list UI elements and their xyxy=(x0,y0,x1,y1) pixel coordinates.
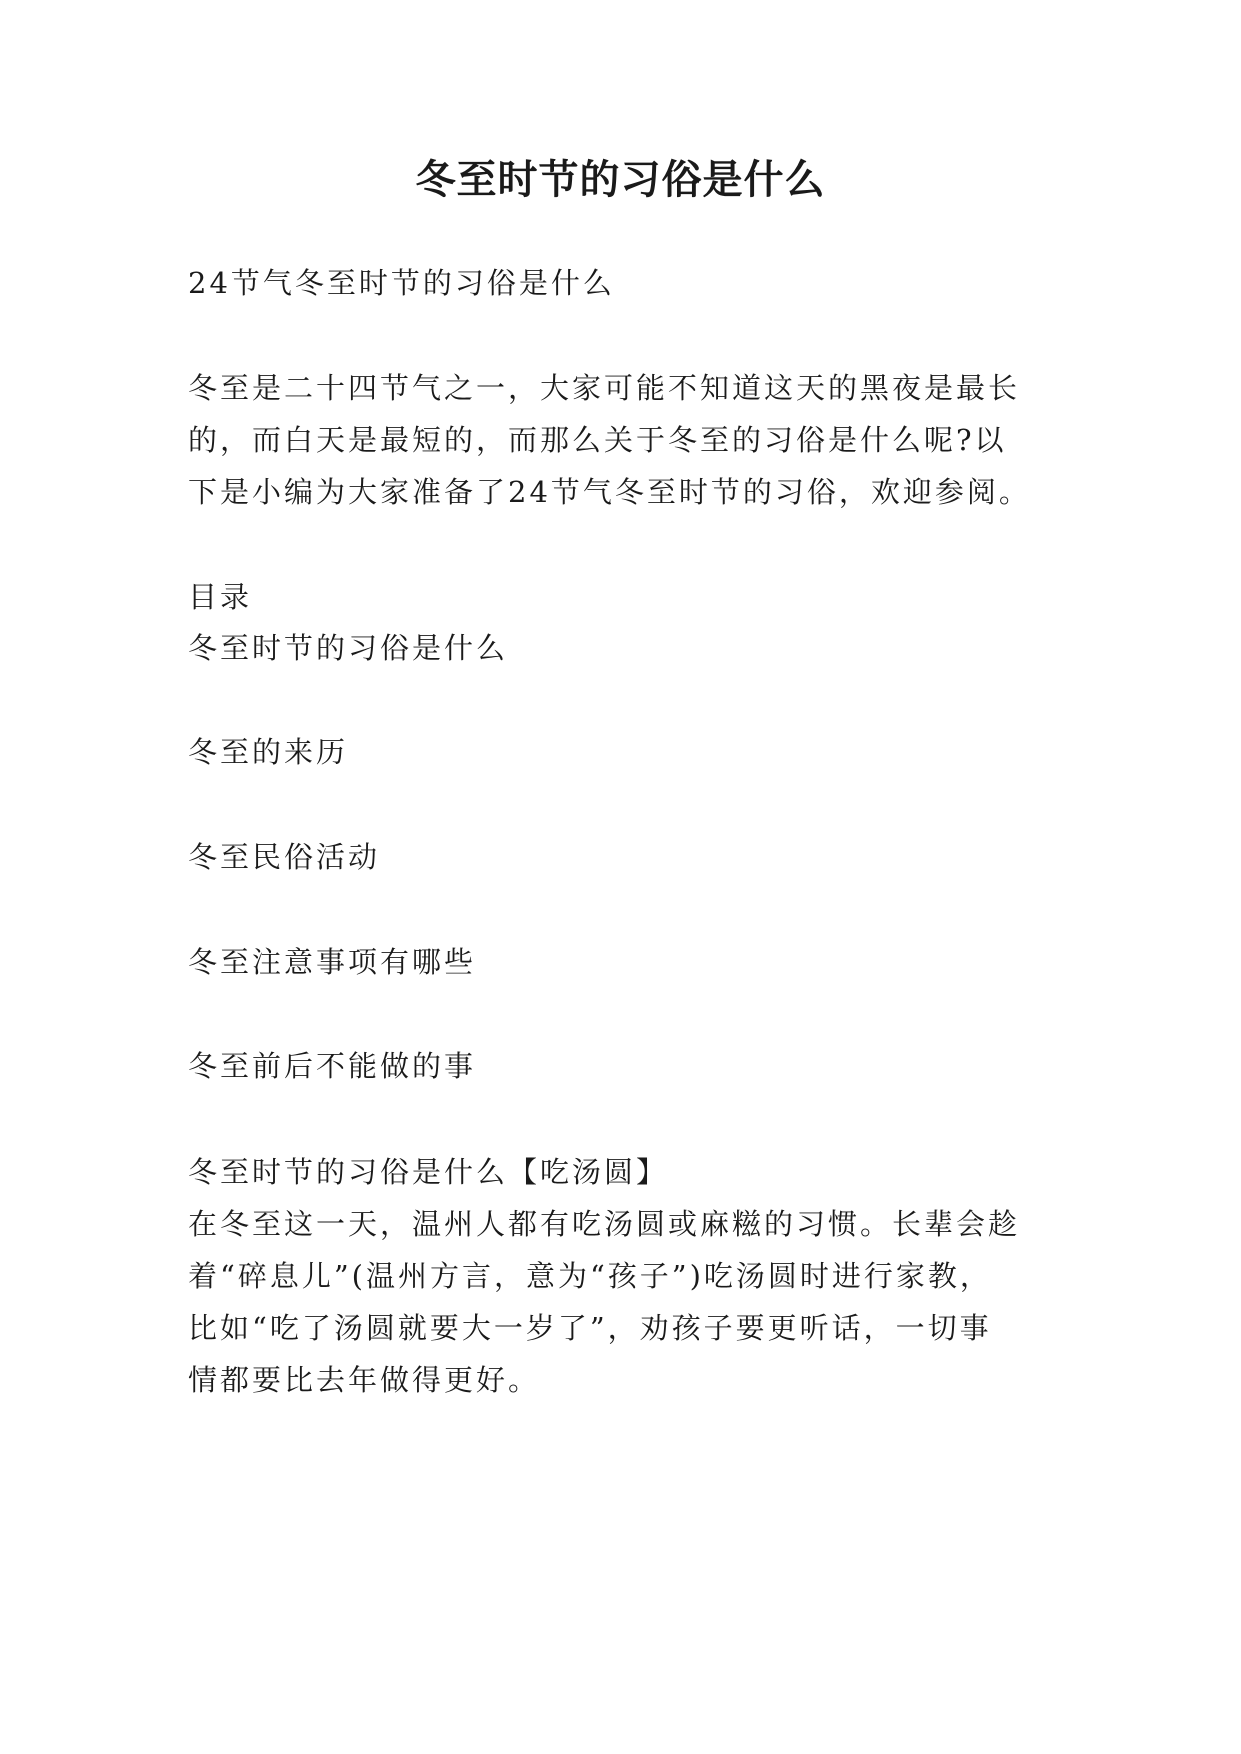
toc-item: 冬至民俗活动 xyxy=(188,840,381,874)
toc-heading: 目录 xyxy=(188,580,253,614)
intro-line: 下是小编为大家准备了24节气冬至时节的习俗，欢迎参阅。 xyxy=(188,475,1031,509)
intro-line: 的，而白天是最短的，而那么关于冬至的习俗是什么呢?以 xyxy=(188,423,1007,457)
document-subtitle: 24节气冬至时节的习俗是什么 xyxy=(188,266,615,300)
section-line: 比如“吃了汤圆就要大一岁了”，劝孩子要更听话，一切事 xyxy=(188,1311,992,1345)
section-line: 情都要比去年做得更好。 xyxy=(188,1363,541,1397)
toc-item: 冬至前后不能做的事 xyxy=(188,1049,477,1083)
toc-item: 冬至时节的习俗是什么 xyxy=(188,631,509,665)
section-heading: 冬至时节的习俗是什么【吃汤圆】 xyxy=(188,1155,669,1189)
section-line: 在冬至这一天，温州人都有吃汤圆或麻糍的习惯。长辈会趁 xyxy=(188,1207,1021,1241)
toc-item: 冬至的来历 xyxy=(188,735,349,769)
document-title: 冬至时节的习俗是什么 xyxy=(415,156,826,203)
toc-item: 冬至注意事项有哪些 xyxy=(188,945,477,979)
intro-line: 冬至是二十四节气之一，大家可能不知道这天的黑夜是最长 xyxy=(188,371,1021,405)
section-line: 着“碎息儿”(温州方言，意为“孩子”)吃汤圆时进行家教， xyxy=(188,1259,992,1293)
